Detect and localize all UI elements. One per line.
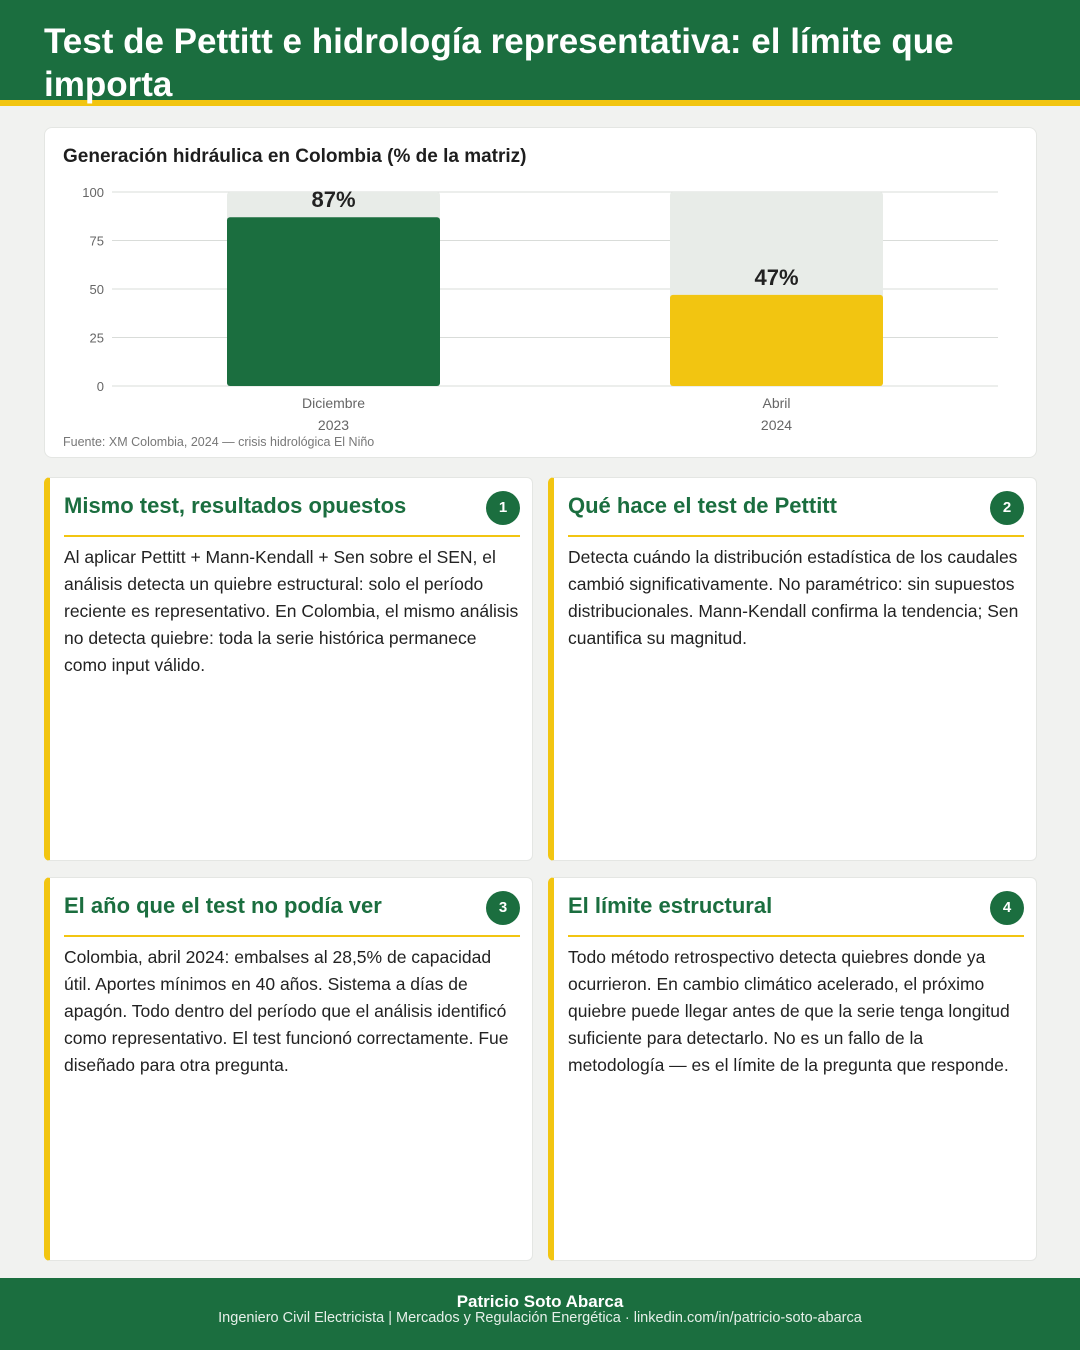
bar (670, 295, 883, 386)
card-ano-test (44, 877, 533, 1261)
card-title: Qué hace el test de Pettitt (568, 493, 837, 518)
card-title: El año que el test no podía ver (64, 893, 382, 918)
bar-chart (45, 128, 1038, 459)
y-tick-label: 100 (82, 185, 104, 200)
card-number-badge: 1 (486, 491, 520, 525)
page-title: Test de Pettitt e hidrología representativa: el límite que importa (44, 22, 954, 104)
card-number-badge: 4 (990, 891, 1024, 925)
card-limite-estructural (548, 877, 1037, 1261)
x-tick-label: 2024 (760, 417, 793, 433)
author-name: Patricio Soto Abarca (456, 1292, 624, 1311)
data-label: 47% (754, 264, 799, 290)
card-divider (568, 535, 1024, 537)
card-que-hace-pettitt (548, 477, 1037, 861)
chart-card (44, 127, 1037, 458)
chart-source: Fuente: XM Colombia, 2024 — crisis hidrológica El Niño (63, 435, 375, 449)
card-divider (568, 935, 1024, 937)
data-label: 87% (311, 187, 356, 213)
card-number-badge: 3 (486, 891, 520, 925)
x-tick-label: 2023 (317, 417, 350, 433)
y-tick-label: 75 (89, 233, 104, 249)
bar (227, 217, 440, 386)
card-mismo-test (44, 477, 533, 861)
card-body: Colombia, abril 2024: embalses al 28,5% de capacidad útil. Aportes mínimos en 40 años. Sistema a días de apagón. Todo dentro del período que el análisis identificó como representativo. El test funcionó correctamente. Fue diseñado para otra pregunta. (64, 947, 509, 1075)
x-tick-label: Diciembre (301, 395, 366, 411)
card-body: Al aplicar Pettitt + Mann-Kendall + Sen sobre el SEN, el análisis detecta un quiebre estructural: solo el período reciente es representativo. En Colombia, el mismo análisis no detecta quiebre: toda la serie histórica permanece como input válido. (64, 547, 519, 675)
footer (0, 1278, 1080, 1350)
card-divider (64, 935, 520, 937)
y-tick-label: 25 (89, 330, 104, 346)
card-number-badge: 2 (990, 491, 1024, 525)
card-body: Todo método retrospectivo detecta quiebres donde ya ocurrieron. En cambio climático acelerado, el próximo quiebre puede llegar antes de que la serie tenga longitud suficiente para detectarlo. No es un fallo de la metodología — es el límite de la pregunta que responde. (568, 947, 1010, 1075)
card-title: Mismo test, resultados opuestos (64, 493, 407, 518)
card-body: Detecta cuándo la distribución estadística de los caudales cambió significativamente. No paramétrico: sin supuestos distribucionales. Mann-Kendall confirma la tendencia; Sen cuantifica su magnitud. (568, 547, 1019, 648)
chart-title: Generación hidráulica en Colombia (% de la matriz) (63, 146, 527, 167)
card-divider (64, 535, 520, 537)
y-tick-label: 0 (96, 379, 104, 394)
card-title: El límite estructural (568, 893, 773, 918)
header-banner (0, 0, 1080, 106)
y-tick-label: 50 (89, 282, 104, 297)
author-subtitle: Ingeniero Civil Electricista | Mercados y Regulación Energética · linkedin.com/in/patricio-soto-abarca (218, 1310, 862, 1326)
x-tick-label: Abril (762, 395, 791, 411)
